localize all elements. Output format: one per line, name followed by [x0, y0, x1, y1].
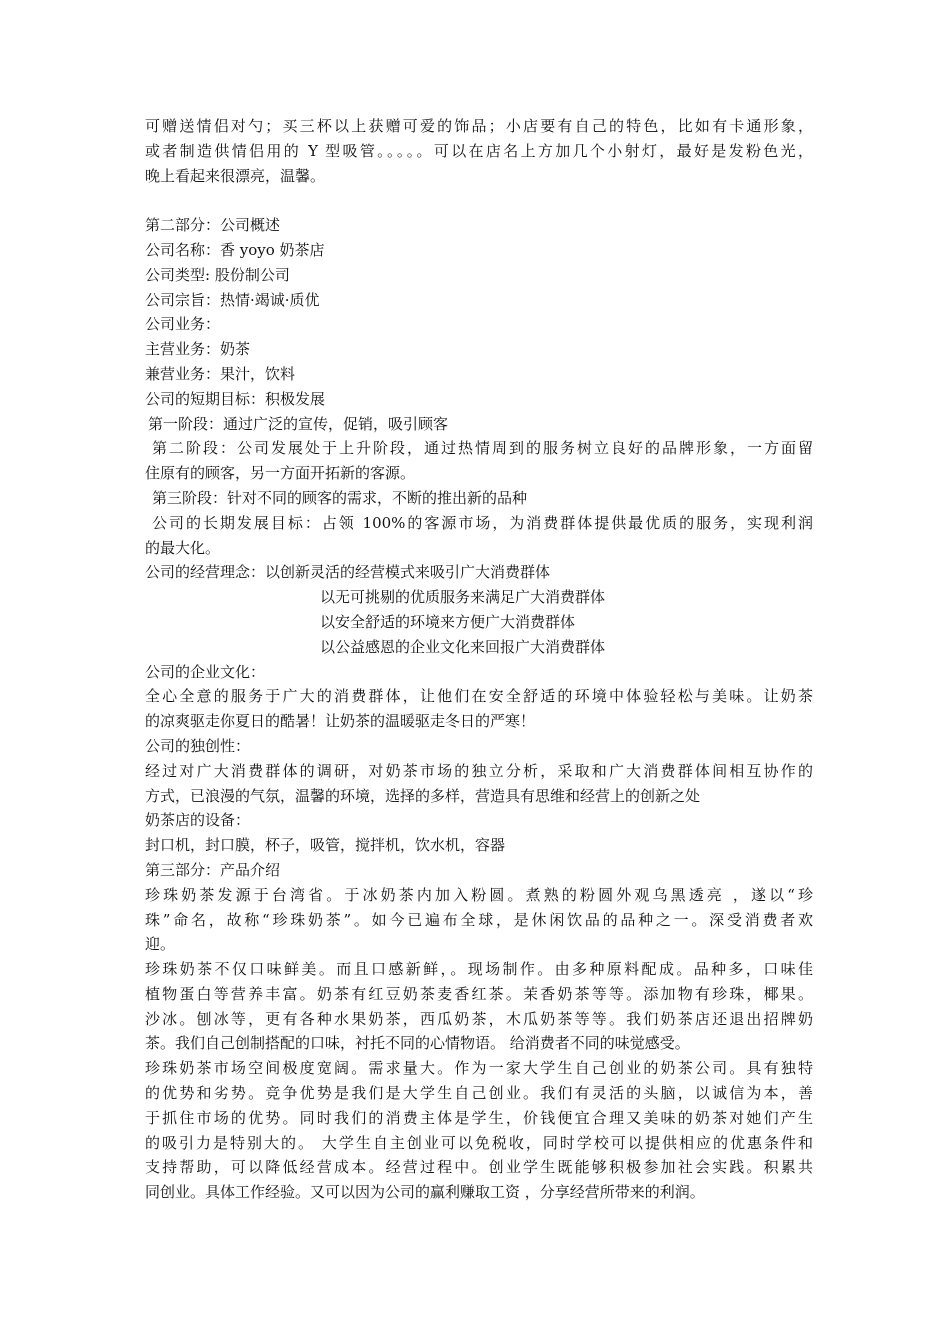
text-line: 以无可挑剔的优质服务来满足广大消费群体	[320, 588, 606, 607]
text-line: 兼营业务：果汁，饮料	[145, 364, 296, 383]
text-line: 公司的短期目标：积极发展	[145, 389, 326, 408]
text-line: 公司名称：香 yoyo 奶茶店	[145, 240, 325, 259]
document-body	[145, 114, 813, 1205]
text-line: 第三阶段：针对不同的顾客的需求，不断的推出新的品种	[152, 488, 528, 507]
text-line: 公司的独创性：	[145, 736, 251, 755]
text-line: 公司的长期发展目标：占领 100%的客源市场，为消费群体提供最优质的服务，实现利润	[152, 513, 813, 532]
text-line: 同创业。具体工作经验。又可以因为公司的赢利赚取工资 ，分享经营所带来的利润。	[145, 1183, 705, 1202]
text-line: 植物蛋白等营养丰富。奶茶有红豆奶茶麦香红茶。茉香奶茶等等。添加物有珍珠，椰果。	[145, 984, 813, 1003]
text-line: 经过对广大消费群体的调研，对奶茶市场的独立分析，采取和广大消费群体间相互协作的	[145, 761, 813, 780]
text-line: 公司的经营理念：以创新灵活的经营模式来吸引广大消费群体	[145, 563, 551, 582]
text-line: 公司宗旨：热情·竭诚·质优	[145, 290, 320, 309]
text-line: 第二部分：公司概述	[145, 216, 281, 235]
text-line: 封口机，封口膜，杯子，吸管，搅拌机，饮水机，容器	[145, 836, 506, 855]
text-line: 公司的企业文化：	[145, 662, 266, 681]
text-line: 沙冰。刨冰等，更有各种水果奶茶，西瓜奶茶，木瓜奶茶等等。我们奶茶店还退出招牌奶	[145, 1009, 813, 1028]
text-line: 迎。	[145, 935, 176, 954]
text-line: 晚上看起来很漂亮，温馨。	[145, 166, 326, 185]
text-line: 的最大化。	[145, 538, 221, 557]
text-line: 珠”命名，故称“珍珠奶茶”。如今已遍布全球，是休闲饮品的品种之一。深受消费者欢	[145, 910, 813, 929]
text-line: 于抓住市场的优势。同时我们的消费主体是学生，价钱便宜合理又美味的奶茶对她们产生	[145, 1108, 813, 1127]
text-line: 公司业务：	[145, 315, 221, 334]
text-line: 主营业务：奶茶	[145, 340, 251, 359]
text-line: 第一阶段：通过广泛的宣传，促销，吸引顾客	[148, 414, 449, 433]
text-line: 全心全意的服务于广大的消费群体，让他们在安全舒适的环境中体验轻松与美味。让奶茶	[145, 687, 813, 706]
text-line: 或者制造供情侣用的 Y 型吸管。。。。。可以在店名上方加几个小射灯，最好是发粉色光，	[145, 141, 813, 160]
text-line: 以安全舒适的环境来方便广大消费群体	[320, 612, 576, 631]
text-line: 茶。我们自己创制搭配的口味，衬托不同的心情物语。 给消费者不同的味觉感受。	[145, 1034, 690, 1053]
text-line: 方式，已浪漫的气氛，温馨的环境，选择的多样，营造具有思维和经营上的创新之处	[145, 786, 701, 805]
text-line: 可赠送情侣对勺；买三杯以上获赠可爱的饰品；小店要有自己的特色，比如有卡通形象，	[145, 117, 813, 135]
text-line: 公司类型: 股份制公司	[145, 265, 290, 284]
text-line: 珍珠奶茶发源于台湾省。于冰奶茶内加入粉圆。煮熟的粉圆外观乌黑透亮 ，遂以“珍	[145, 885, 813, 904]
text-line: 的优势和劣势。竞争优势是我们是大学生自己创业。我们有灵活的头脑，以诚信为本，善	[145, 1084, 813, 1103]
text-line: 以公益感恩的企业文化来回报广大消费群体	[320, 637, 606, 656]
text-line: 奶茶店的设备：	[145, 811, 251, 830]
text-line: 的凉爽驱走你夏日的酷暑！让奶茶的温暖驱走冬日的严寒！	[145, 712, 536, 731]
text-line: 珍珠奶茶市场空间极度宽阔。需求量大。作为一家大学生自己创业的奶茶公司。具有独特	[145, 1059, 813, 1078]
text-line: 支持帮助，可以降低经营成本。经营过程中。创业学生既能够积极参加社会实践。积累共	[145, 1158, 813, 1177]
blank-line	[145, 188, 813, 213]
text-line: 第三部分：产品介绍	[145, 860, 281, 879]
text-line: 第二阶段：公司发展处于上升阶段，通过热情周到的服务树立良好的品牌形象，一方面留	[152, 439, 813, 458]
text-line: 住原有的顾客，另一方面开拓新的客源。	[145, 464, 416, 483]
text-line: 的吸引力是特别大的。 大学生自主创业可以免税收，同时学校可以提供相应的优惠条件和	[145, 1133, 813, 1152]
text-line: 珍珠奶茶不仅口味鲜美。而且口感新鲜，。现场制作。由多种原料配成。品种多，口味佳	[145, 960, 813, 979]
